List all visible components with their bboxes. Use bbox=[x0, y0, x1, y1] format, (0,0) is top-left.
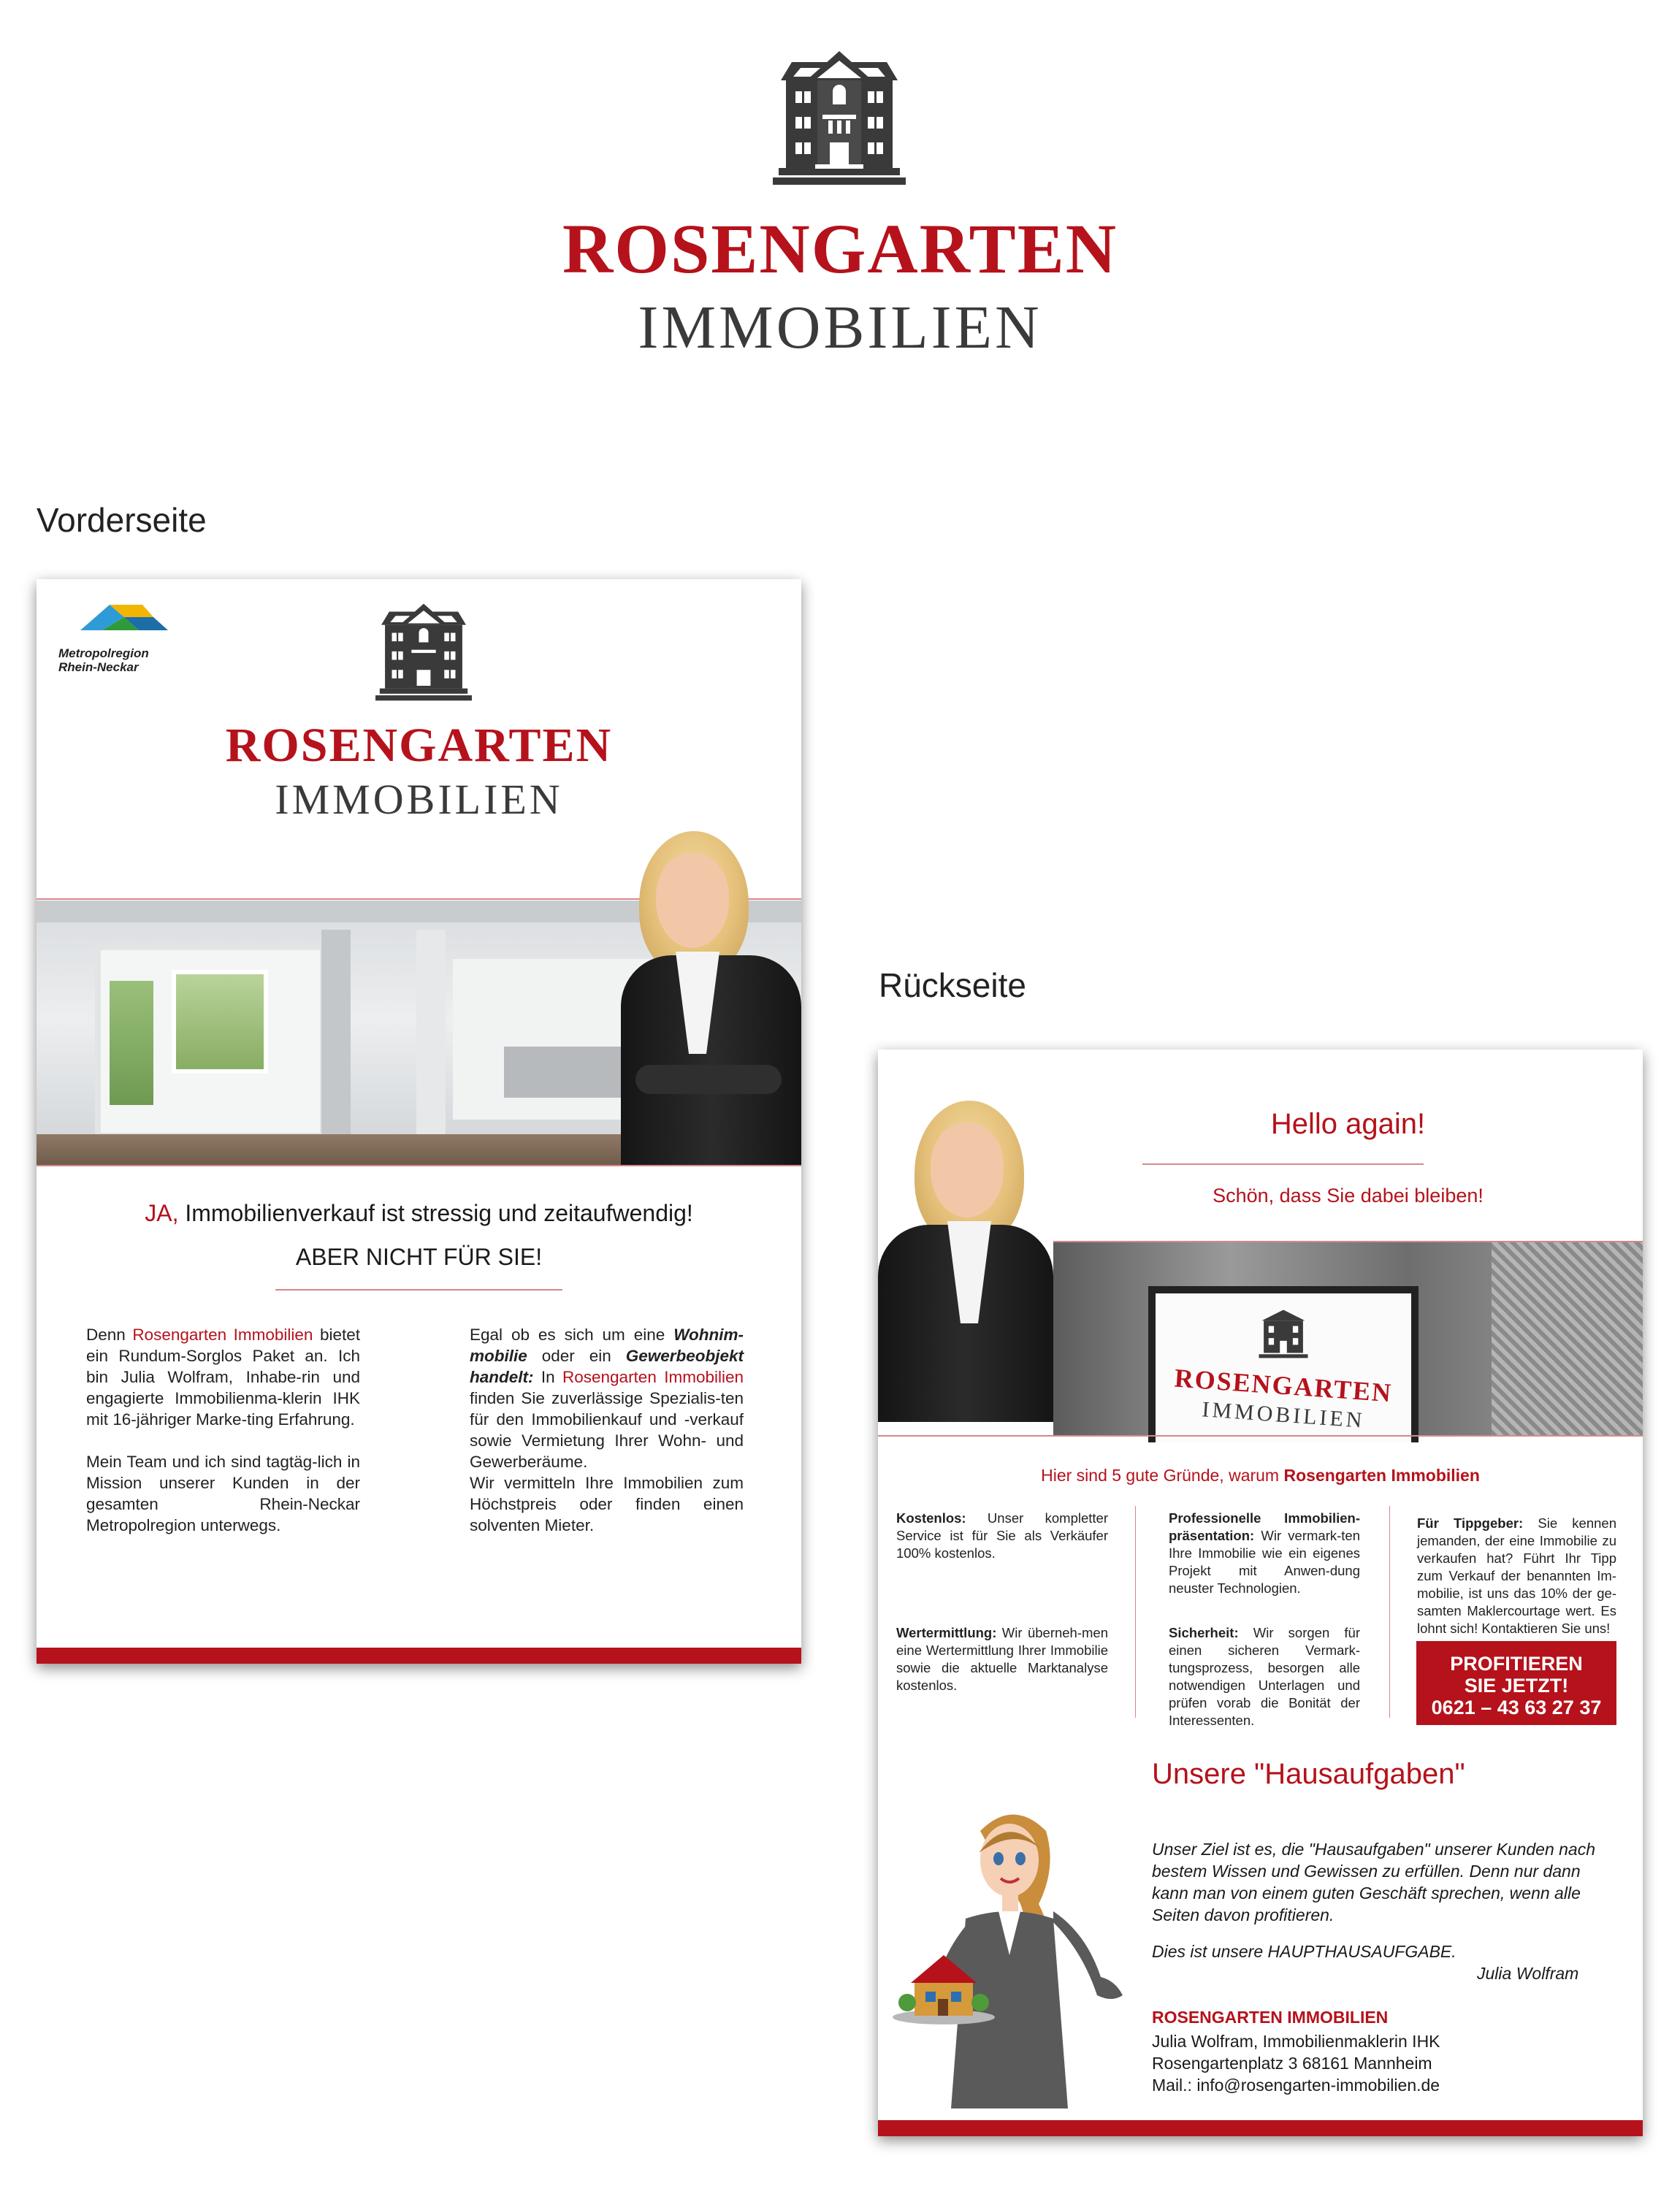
sign-photo bbox=[1053, 1242, 1643, 1435]
agent-photo bbox=[621, 831, 801, 1165]
back-label: Rückseite bbox=[879, 966, 1026, 1004]
hello-heading: Hello again! bbox=[1270, 1108, 1426, 1140]
signature: Julia Wolfram bbox=[1477, 1964, 1579, 1983]
sign-brand-subtitle: IMMOBILIEN bbox=[1201, 1397, 1366, 1433]
homework-heading: Unsere "Hausaufgaben" bbox=[1152, 1758, 1465, 1790]
cartoon-agent-illustration bbox=[893, 1802, 1134, 2108]
headline: JA, Immobilienverkauf ist stressig und zeitaufwendig! bbox=[145, 1200, 693, 1226]
homework-main: Dies ist unsere HAUPTHAUSAUFGABE. bbox=[1152, 1942, 1456, 1961]
footer-bar bbox=[878, 2120, 1643, 2136]
brand-name: ROSENGARTEN bbox=[225, 719, 613, 772]
intro-column-left: Denn Rosengarten Immobilien bietet ein Rundum-Sorglos Paket an. Ich bin Julia Wolfram, Inhabe-rin und engagierte Immobilienma-klerin IHK mit 16-jähriger Marke-ting Erfahrung. Mein Team und ich sind tagtäg-lich in Mission unserer Kunden in der gesamten Rhein-Neckar Metropolregion unterwegs. bbox=[86, 1326, 361, 1534]
reason-valuation: Wertermittlung: Wir überneh-men eine Wertermittlung Ihrer Immobilie sowie die aktuelle Marktanalyse kostenlos. bbox=[896, 1625, 1108, 1693]
welcome-text: Schön, dass Sie dabei bleiben! bbox=[1213, 1185, 1484, 1207]
contact-address: Rosengartenplatz 3 68161 Mannheim bbox=[1152, 2054, 1432, 2073]
reason-free: Kostenlos: Unser kompletter Service ist für Sie als Verkäufer 100% kostenlos. bbox=[896, 1510, 1108, 1561]
column-divider bbox=[1135, 1506, 1136, 1718]
footer-bar bbox=[37, 1648, 801, 1664]
house-logo-icon bbox=[373, 601, 475, 707]
divider bbox=[1142, 1163, 1424, 1165]
metropolregion-logo-icon bbox=[58, 601, 175, 641]
front-label: Vorderseite bbox=[37, 501, 207, 539]
house-logo-icon bbox=[770, 47, 909, 194]
divider bbox=[878, 1435, 1643, 1437]
reason-presentation: Professionelle Immobilien-präsentation: Wir vermark-ten Ihre Immobilie wie ein eigenes Projekt mit Anwen-dung neuster Technologien. bbox=[1169, 1510, 1360, 1596]
cta-call-button[interactable]: PROFITIEREN SIE JETZT! 0621 – 43 63 27 37 bbox=[1416, 1641, 1616, 1725]
brand-subtitle: IMMOBILIEN bbox=[275, 776, 563, 823]
metropolregion-text: Metropolregion Rhein-Neckar bbox=[58, 646, 149, 674]
contact-company: ROSENGARTEN IMMOBILIEN bbox=[1152, 2008, 1389, 2027]
divider bbox=[37, 1165, 801, 1166]
brand-name: ROSENGARTEN bbox=[562, 210, 1118, 288]
reasons-heading: Hier sind 5 gute Gründe, warum Rosengarten Immobilien bbox=[1041, 1466, 1480, 1485]
back-flyer bbox=[878, 1049, 1643, 2136]
contact-block bbox=[1152, 2030, 1440, 2096]
homework-text: Unser Ziel ist es, die "Hausaufgaben" unserer Kunden nach bestem Wissen und Gewissen zu erfüllen. Denn nur dann kann man von einem guten Geschäft sprechen, wenn alle Seiten davon profitieren. bbox=[1152, 1840, 1596, 1924]
reason-security: Sicherheit: Wir sorgen für einen sicheren Vermark-tungsprozess, besorgen alle notwendigen Unterlagen und prüfen vorab die Bonität der Interessenten. bbox=[1169, 1625, 1360, 1728]
reason-tippgeber: Für Tippgeber: Sie kennen jemanden, der eine Immobilie zu verkaufen hat? Führt Ihr Tipp zum Verkauf der benannten Im-mobilie, ist uns das 10% der ge-samten Maklercourtage wert. Es lohnt sich! Kontaktieren Sie uns! bbox=[1417, 1515, 1616, 1636]
brand-subtitle: IMMOBILIEN bbox=[638, 294, 1042, 362]
intro-column-right: Egal ob es sich um eine Wohnim-mobilie oder ein Gewerbeobjekt handelt: In Rosengarten Immobilien finden Sie zuverlässige Spezialis-ten für den Immobilienkauf und -verkauf sowie Vermietung Ihrer Wohn- und Gewerberäume. Wir vermitteln Ihre Immobilien zum Höchstpreis oder finden einen solventen Mieter. bbox=[470, 1326, 744, 1534]
subheadline: ABER NICHT FÜR SIE! bbox=[295, 1244, 543, 1270]
agent-photo bbox=[878, 1101, 1053, 1422]
divider bbox=[275, 1289, 562, 1290]
contact-email[interactable]: Mail.: info@rosengarten-immobilien.de bbox=[1152, 2076, 1440, 2095]
front-flyer bbox=[37, 579, 801, 1664]
house-logo-icon bbox=[1258, 1308, 1309, 1363]
sign-brand-name: ROSENGARTEN bbox=[1173, 1363, 1394, 1408]
contact-person: Julia Wolfram, Immobilienmaklerin IHK bbox=[1152, 2032, 1440, 2051]
column-divider bbox=[1389, 1506, 1390, 1718]
